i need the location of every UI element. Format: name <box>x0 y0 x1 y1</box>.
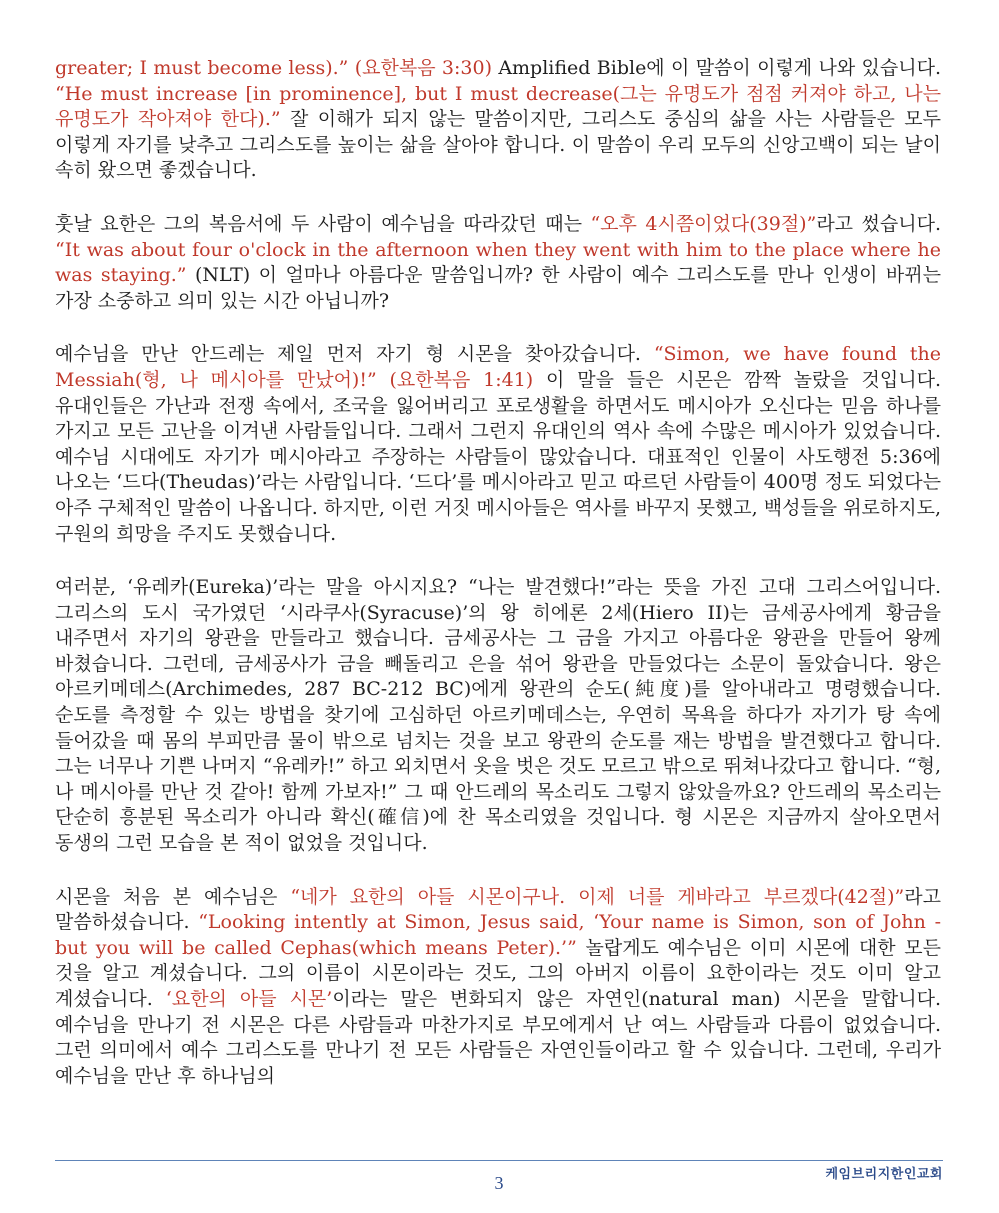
body-text: 잘 이해가 되지 않는 말씀이지만, 그리스도 중심의 삶을 사는 사람들은 모두 이렇게 자기를 낮추고 그리스도를 높이는 삶을 살아야 합니다. 이 말씀이 우리 모두의 신앙고백이 되는 날이 속히 왔으면 좋겠습니다. <box>55 108 941 182</box>
body-text: 라고 말씀하셨습니다. <box>55 885 941 934</box>
church-name: 케임브리지한인교회 <box>825 1167 943 1182</box>
body-text: 훗날 요한은 그의 복음서에 두 사람이 예수님을 따라갔던 때는 <box>55 212 591 235</box>
paragraph-3 <box>55 342 941 547</box>
paragraph-5 <box>55 885 941 1090</box>
body-text: 예수님을 만난 안드레는 제일 먼저 자기 형 시몬을 찾아갔습니다. <box>55 343 654 366</box>
quoted-text: ‘요한의 아들 시몬’ <box>165 988 333 1010</box>
quoted-text: “Looking intently at Simon, Jesus said, ‘Your name is Simon, son of John - but you will be called Cephas(which means Peter).’” <box>55 911 942 959</box>
paragraph-2 <box>55 212 941 314</box>
paragraph-1 <box>55 56 941 184</box>
quoted-text: “오후 4시쯤이었다(39절)” <box>590 212 817 235</box>
quoted-text: “It was about four o'clock in the afternoon when they went with him to the place where he was staying.” <box>55 238 941 287</box>
body-text: 이 말을 들은 시몬은 깜짝 놀랐을 것입니다. 유대인들은 가난과 전쟁 속에서, 조국을 잃어버리고 포로생활을 하면서도 메시아가 오신다는 믿음 하나를 가지고 모든 고난을 이겨낸 사람들입니다. 그래서 그런지 유대인의 역사 속에 수많은 메시아가 있었습니다. 예수님 시대에도 자기가 메시아라고 주장하는 사람들이 많았습니다. 대표적인 인물이 사도행전 5:36에 나오는 ‘드다(Theudas)’라는 사람입니다. ‘드다’를 메시아라고 믿고 따르던 사람들이 400명 정도 되었다는 아주 구체적인 말씀이 나옵니다. 하지만, 이런 거짓 메시아들은 역사를 바꾸지 못했고, 백성들을 위로하지도, 구원의 희망을 주지도 못했습니다. <box>55 368 941 545</box>
body-text: 시몬을 처음 본 예수님은 <box>55 885 291 908</box>
body-text: 여러분, ‘유레카(Eureka)’라는 말을 아시지요? “나는 발견했다!”라는 뜻을 가진 고대 그리스어입니다. 그리스의 도시 국가였던 ‘시라쿠사(Syracuse)’의 왕 히에론 2세(Hiero II)는 금세공사에게 황금을 내주면서 자기의 왕관을 만들라고 했습니다. 금세공사는 그 금을 가지고 아름다운 왕관을 만들어 왕께 바쳤습니다. 그런데, 금세공사가 금을 빼돌리고 은을 섞어 왕관을 만들었다는 소문이 돌았습니다. 왕은 아르키메데스(Archimedes, 287 BC-212 BC)에게 왕관의 순도(純度)를 알아내라고 명령했습니다. 순도를 측정할 수 있는 방법을 찾기에 고심하던 아르키메데스는, 우연히 목욕을 하다가 자기가 탕 속에 들어갔을 때 몸의 부피만큼 물이 밖으로 넘치는 것을 보고 왕관의 순도를 재는 방법을 발견했다고 합니다. 그는 너무나 기쁜 나머지 “유레카!” 하고 외치면서 옷을 벗은 것도 모르고 밖으로 뛰쳐나갔다고 합니다. “형, 나 메시아를 만난 것 같아! 함께 가보자!” 그 때 안드레의 목소리도 그렇지 않았을까요? 안드레의 목소리는 단순히 흥분된 목소리가 아니라 확신(確信)에 찬 목소리였을 것입니다. 형 시몬은 지금까지 살아오면서 동생의 그런 모습을 본 적이 없었을 것입니다. <box>55 576 941 855</box>
body-text: Amplified Bible에 이 말씀이 이렇게 나와 있습니다. <box>491 57 941 79</box>
body-text: (NLT) 이 얼마나 아름다운 말씀입니까? 한 사람이 예수 그리스도를 만나 인생이 바뀌는 가장 소중하고 의미 있는 시간 아닙니까? <box>55 264 941 312</box>
body-text: 라고 썼습니다. <box>816 212 941 235</box>
quoted-text: greater; I must become less).” (요한복음 3:30) <box>55 57 492 79</box>
quoted-text: “네가 요한의 아들 시몬이구나. 이제 너를 게바라고 부르겠다(42절)” <box>290 885 905 908</box>
body-text: 놀랍게도 예수님은 이미 시몬에 대한 모든 것을 알고 계셨습니다. 그의 이름이 시몬이라는 것도, 그의 아버지 이름이 요한이라는 것도 이미 알고 계셨습니다. <box>55 936 941 1010</box>
body-text: 이라는 말은 변화되지 않은 자연인(natural man) 시몬을 말합니다. 예수님을 만나기 전 시몬은 다른 사람들과 마찬가지로 부모에게서 난 여느 사람들과 다름이 없었습니다. 그런 의미에서 예수 그리스도를 만나기 전 모든 사람들은 자연인들이라고 할 수 있습니다. 그런데, 우리가 예수님을 만난 후 하나님의 <box>55 988 941 1087</box>
paragraph-4 <box>55 575 941 857</box>
page-body <box>55 56 941 1117</box>
footer-divider <box>55 1160 943 1161</box>
quoted-text: “He must increase [in prominence], but I must decrease(그는 유명도가 점점 커져야 하고, 나는 유명도가 작아져야 한다).” <box>55 82 941 131</box>
page-number: 3 <box>494 1173 504 1193</box>
quoted-text: “Simon, we have found the Messiah(형, 나 메시아를 만났어)!” (요한복음 1:41) <box>55 343 941 391</box>
